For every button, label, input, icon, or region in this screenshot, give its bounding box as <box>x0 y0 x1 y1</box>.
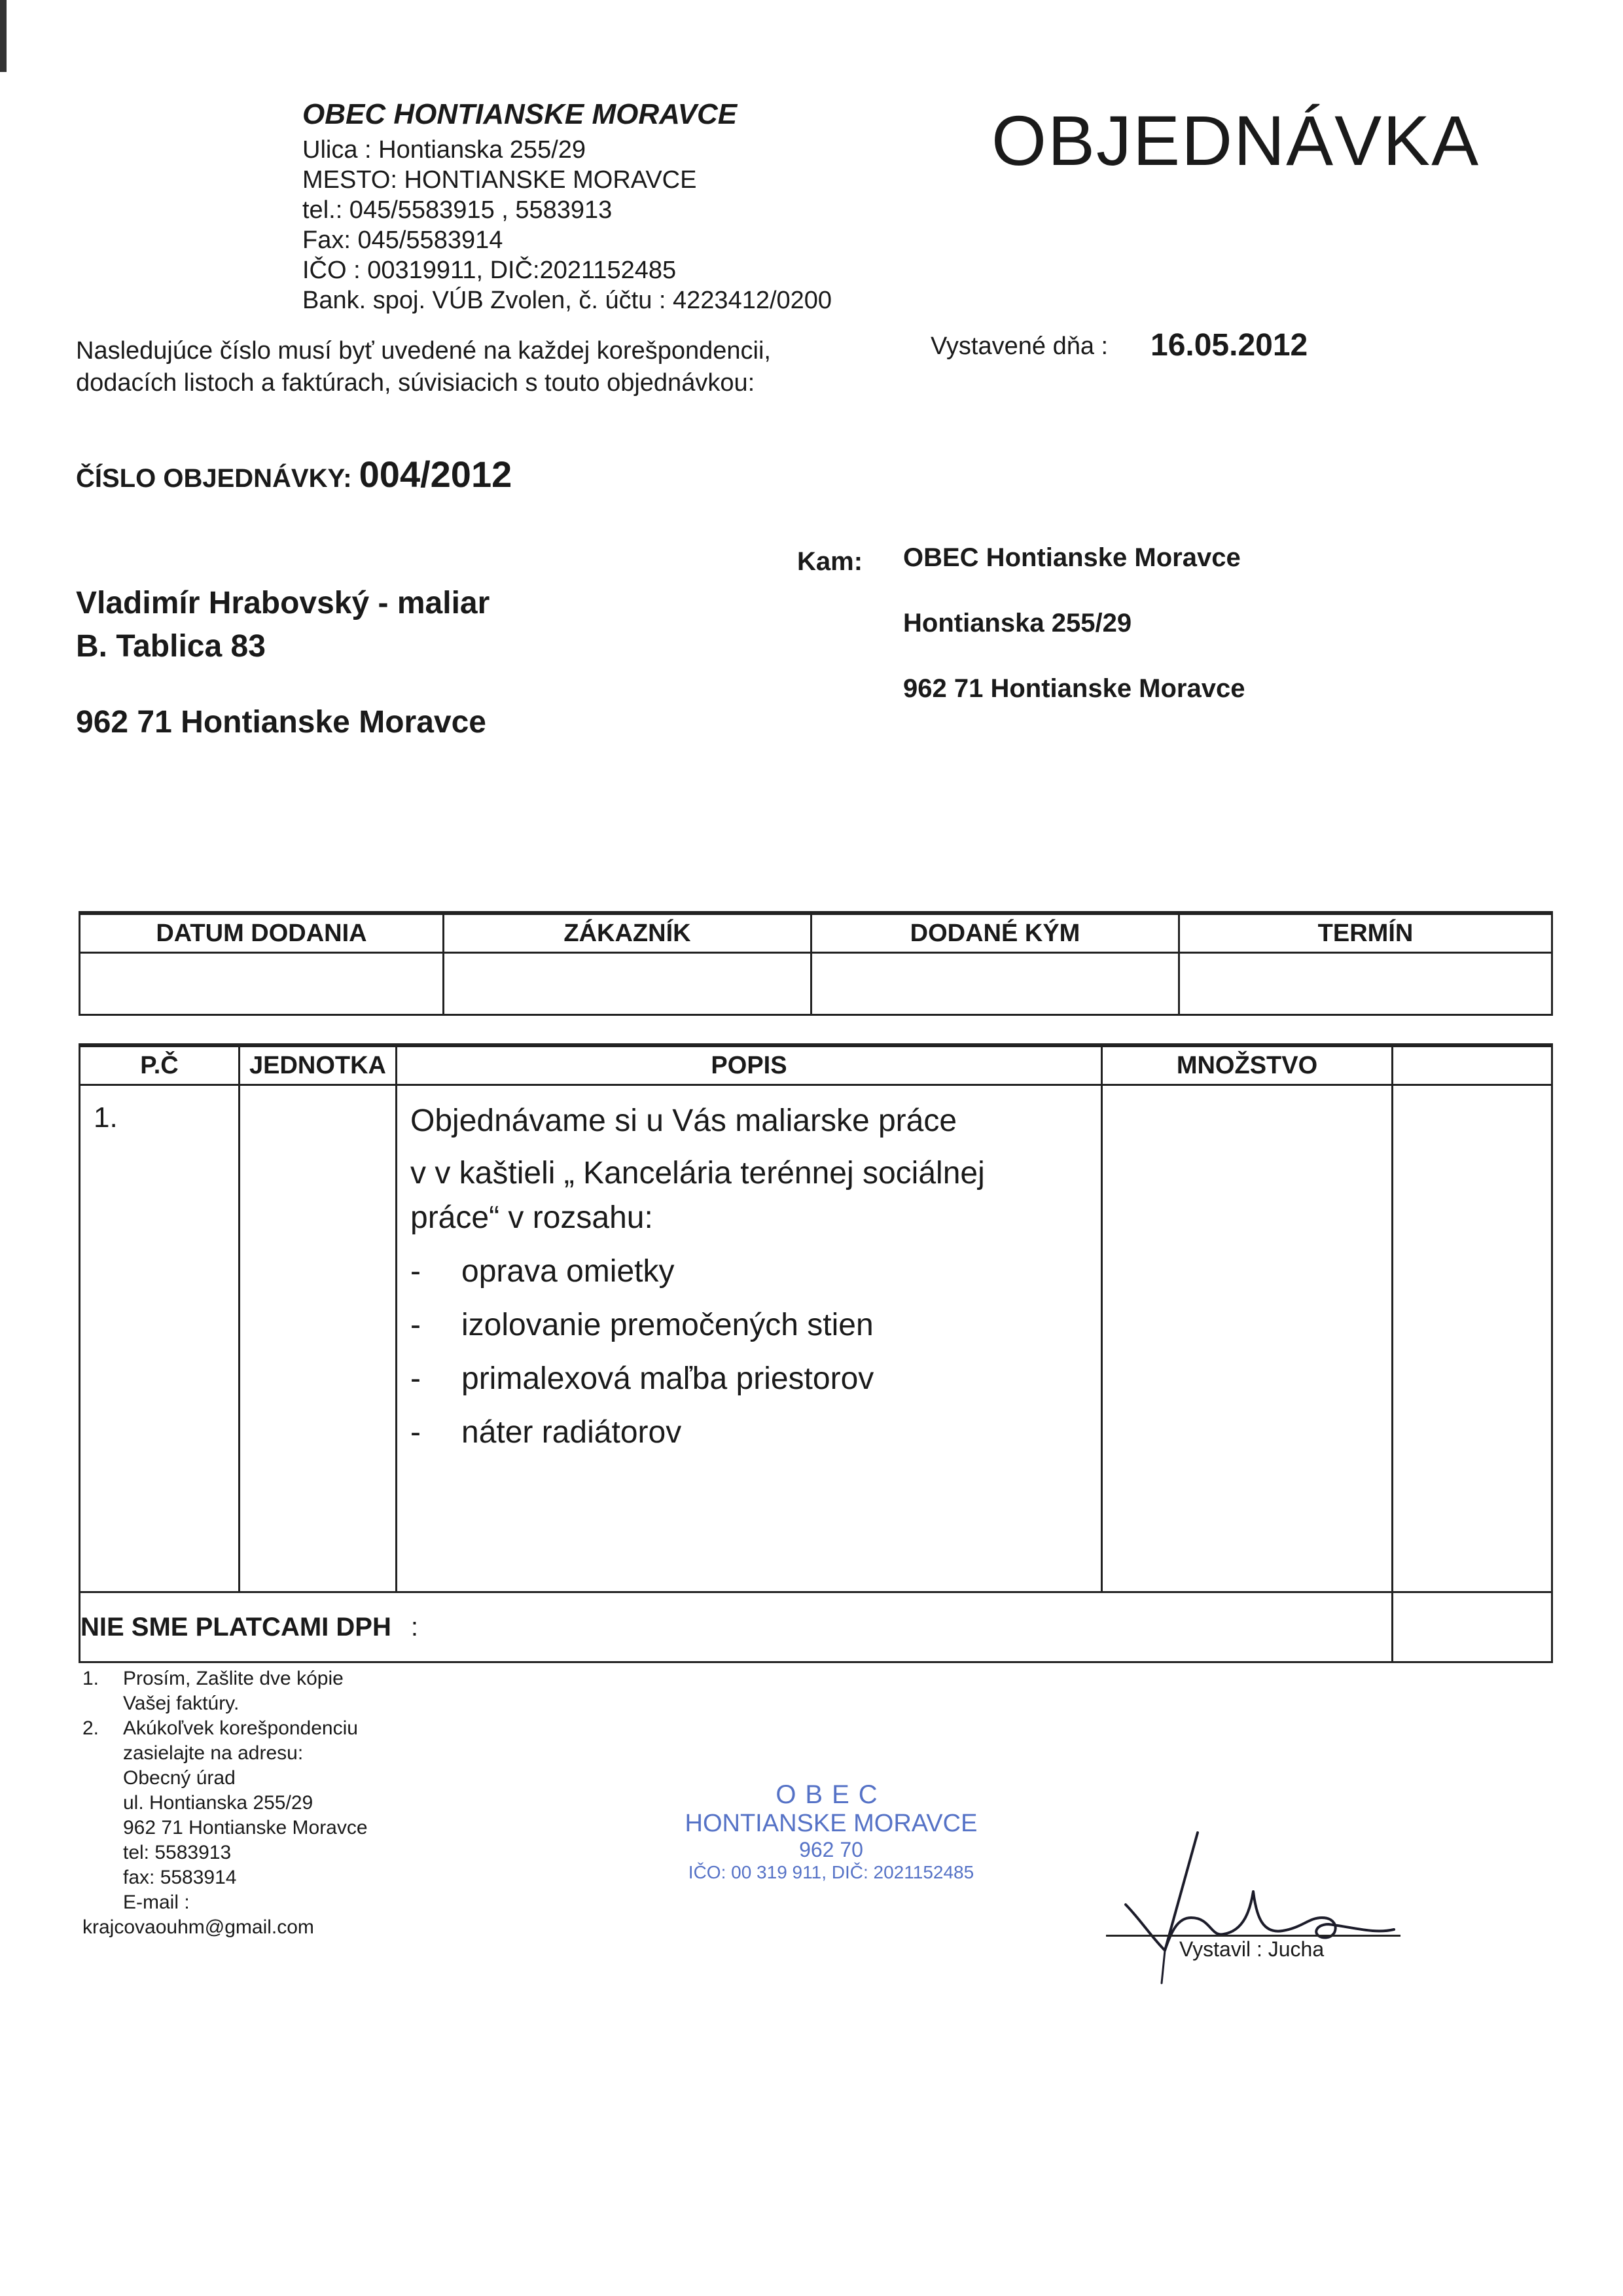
note-line: Prosím, Zašlite dve kópie <box>123 1668 344 1689</box>
header-dodane-kym: DODANÉ KÝM <box>812 913 1179 953</box>
note-line: E-mail : <box>123 1892 190 1913</box>
issuer-fax: Fax: 045/5583914 <box>302 226 503 254</box>
row-number: 1. <box>80 1085 240 1592</box>
supplier-street: B. Tablica 83 <box>76 629 266 664</box>
vat-value <box>1393 1592 1552 1662</box>
cell-mnozstvo <box>1102 1085 1393 1592</box>
header-zakaznik: ZÁKAZNÍK <box>444 913 812 953</box>
notice-line: Nasledujúce číslo musí byť uvedené na každej korešpondencii, <box>76 337 771 365</box>
cell-jednotka <box>240 1085 397 1592</box>
note-line: fax: 5583914 <box>123 1867 237 1888</box>
contact-email: krajcovaouhm@gmail.com <box>82 1916 314 1938</box>
order-notice <box>76 335 771 399</box>
note-line: Vašej faktúry. <box>123 1693 240 1714</box>
header-pc: P.Č <box>80 1045 240 1085</box>
issuer-tel: tel.: 045/5583915 , 5583913 <box>302 196 613 224</box>
signature-label: Vystavil : Jucha <box>1179 1937 1325 1961</box>
signature-icon <box>1113 1820 1414 1990</box>
note-line: tel: 5583913 <box>123 1842 232 1863</box>
cell-termin <box>1179 953 1552 1015</box>
order-number-value: 004/2012 <box>359 454 512 495</box>
description-line: práce“ v rozsahu: <box>410 1200 653 1235</box>
notice-line: dodacích listoch a faktúrach, súvisiacich s touto objednávkou: <box>76 369 755 397</box>
destination-street: Hontianska 255/29 <box>903 609 1132 637</box>
note-line: 962 71 Hontianske Moravce <box>123 1817 368 1839</box>
cell-dodane-kym <box>812 953 1179 1015</box>
delivery-table <box>79 911 1553 1016</box>
cell-zakaznik <box>444 953 812 1015</box>
order-number-row <box>76 453 512 495</box>
list-item: - primalexová maľba priestorov <box>410 1361 874 1396</box>
document-title: OBJEDNÁVKA <box>991 101 1480 180</box>
cell-datum-dodania <box>80 953 444 1015</box>
vat-note: NIE SME PLATCAMI DPH : <box>80 1592 1393 1662</box>
note-line: zasielajte na adresu: <box>123 1742 304 1764</box>
header-termin: TERMÍN <box>1179 913 1552 953</box>
cell-popis <box>397 1085 1102 1592</box>
issued-date-label: Vystavené dňa : <box>931 332 1109 360</box>
header-jednotka: JEDNOTKA <box>240 1045 397 1085</box>
destination-name: OBEC Hontianske Moravce <box>903 543 1241 572</box>
destination-label: Kam: <box>797 547 863 576</box>
scan-edge-mark <box>0 0 7 72</box>
note-line: Obecný úrad <box>123 1767 236 1789</box>
description-line: Objednávame si u Vás maliarske práce <box>410 1103 957 1138</box>
issuer-name: OBEC HONTIANSKE MORAVCE <box>302 98 738 130</box>
cell-extra <box>1393 1085 1552 1592</box>
header-extra <box>1393 1045 1552 1085</box>
issuer-street: Ulica : Hontianska 255/29 <box>302 136 586 164</box>
supplier-name: Vladimír Hrabovský - maliar <box>76 586 490 620</box>
list-item: - oprava omietky <box>410 1254 675 1289</box>
stamp-line: 962 70 <box>799 1838 863 1861</box>
list-item: - izolovanie premočených stien <box>410 1308 874 1342</box>
note-line: Akúkoľvek korešpondenciu <box>123 1717 358 1739</box>
destination-city: 962 71 Hontianske Moravce <box>903 674 1245 703</box>
stamp-line: IČO: 00 319 911, DIČ: 2021152485 <box>688 1862 974 1882</box>
signature-line <box>1106 1935 1400 1937</box>
issuer-ico: IČO : 00319911, DIČ:2021152485 <box>302 257 677 284</box>
order-number-label: ČÍSLO OBJEDNÁVKY: <box>76 464 352 493</box>
stamp-line: OBEC <box>776 1780 887 1809</box>
issuer-bank: Bank. spoj. VÚB Zvolen, č. účtu : 4223412/0200 <box>302 287 832 314</box>
header-datum-dodania: DATUM DODANIA <box>80 913 444 953</box>
issued-date-value: 16.05.2012 <box>1150 328 1308 363</box>
description-line: v v kaštieli „ Kancelária terénnej sociálnej <box>410 1156 985 1191</box>
items-table <box>79 1043 1553 1663</box>
header-mnozstvo: MNOŽSTVO <box>1102 1045 1393 1085</box>
vat-label: NIE SME PLATCAMI DPH <box>80 1612 391 1641</box>
issuer-city: MESTO: HONTIANSKE MORAVCE <box>302 166 697 194</box>
list-item: - náter radiátorov <box>410 1415 682 1450</box>
official-stamp <box>654 1780 1008 1883</box>
note-line: ul. Hontianska 255/29 <box>123 1792 313 1814</box>
footer-notes: 1. Prosím, Zašlite dve kópie Vašej faktúry. 2. Akúkoľvek korešpondenciu zasielajte na adresu: Obecný úrad ul. Hontianska 255/29 962 71 Hontianske Moravce tel: 5583913 fax: 5583914 E-mail : krajcovaouhm@gmail.com <box>82 1666 368 1940</box>
supplier-city: 962 71 Hontianske Moravce <box>76 705 486 740</box>
header-popis: POPIS <box>397 1045 1102 1085</box>
stamp-line: HONTIANSKE MORAVCE <box>685 1810 978 1837</box>
